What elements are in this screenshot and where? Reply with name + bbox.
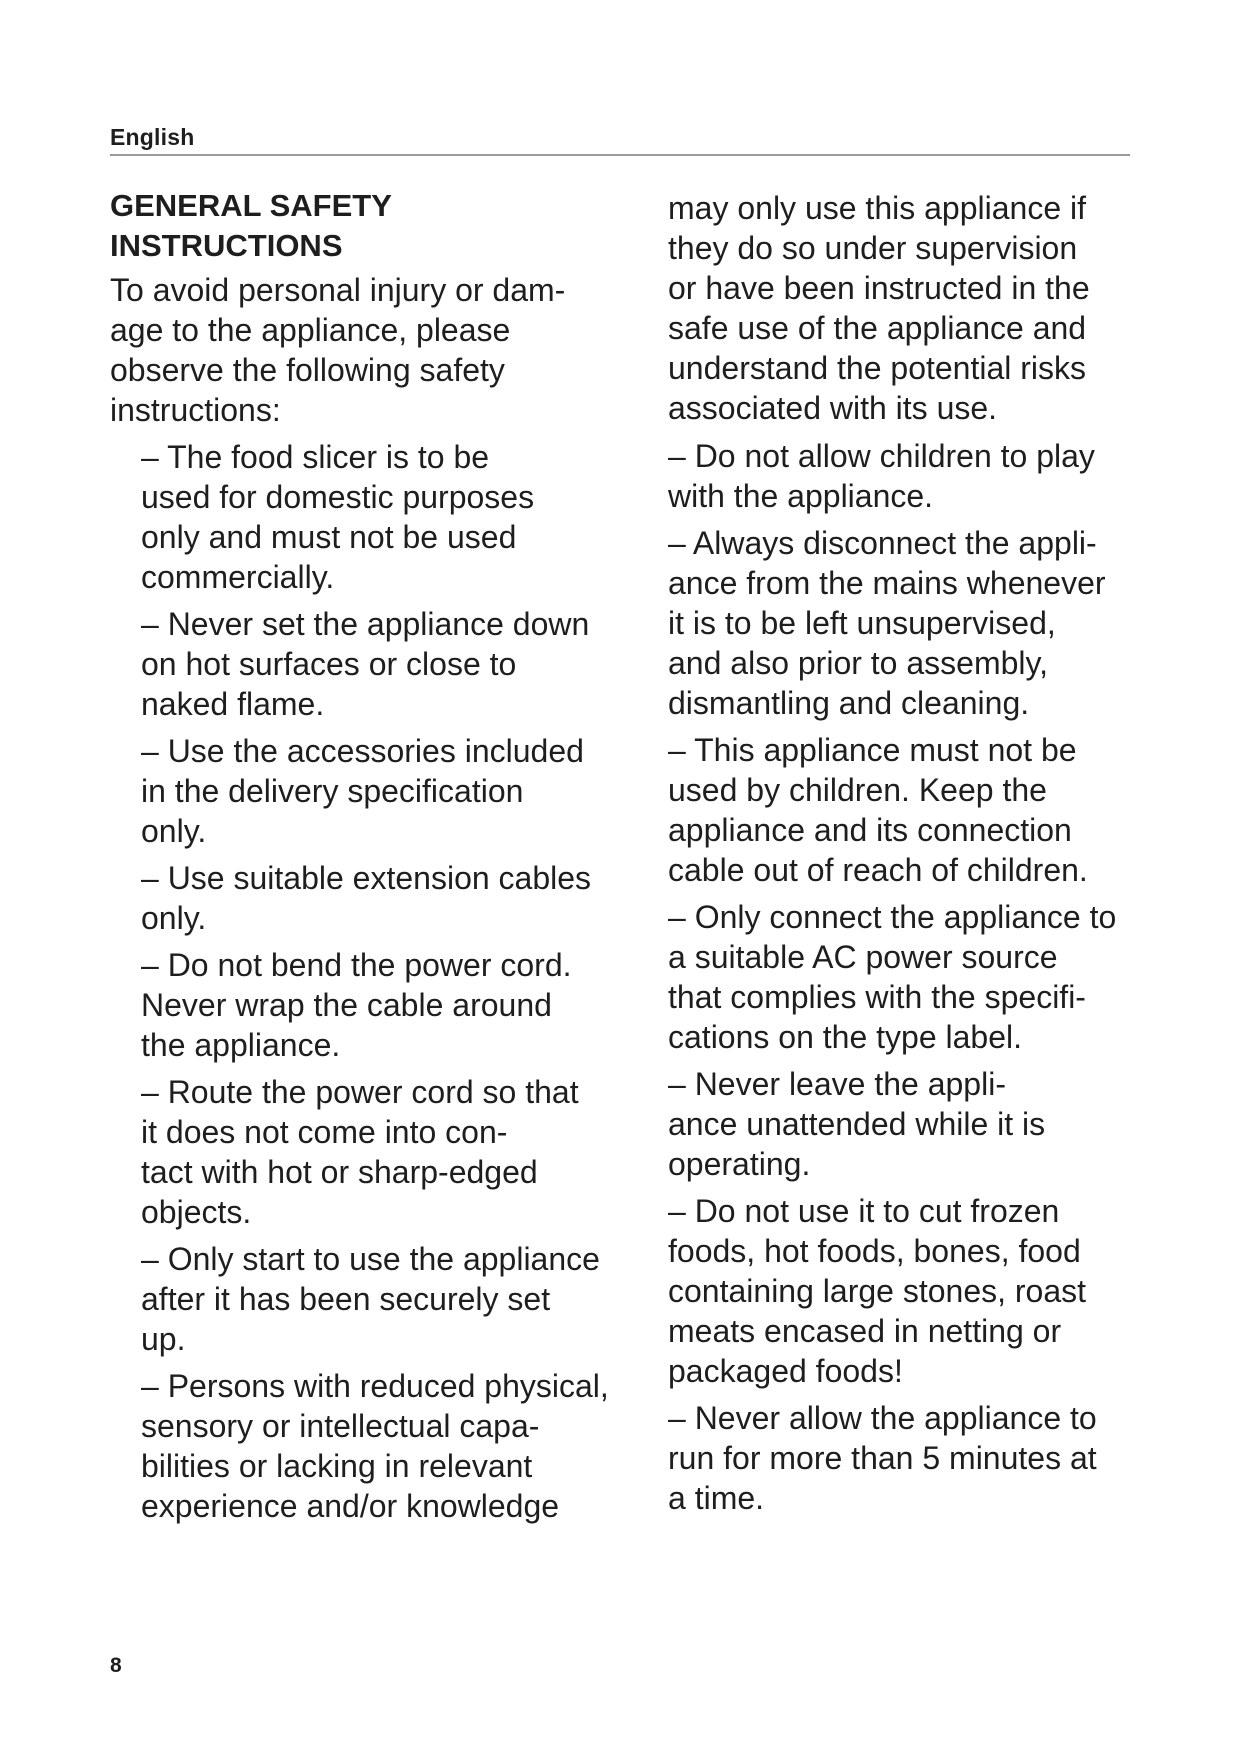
bullet-line: run for more than 5 minutes at [668, 1440, 1097, 1476]
intro-line: instructions: [110, 392, 281, 428]
bullet-line: – Do not use it to cut frozen [668, 1193, 1060, 1229]
left-column [110, 186, 640, 1526]
safety-bullet-item [110, 858, 640, 938]
bullet-line: packaged foods! [668, 1353, 903, 1389]
bullet-line: associated with its use. [668, 390, 998, 426]
bullet-line: – The food slicer is to be [141, 439, 490, 475]
bullet-line: tact with hot or sharp-edged [141, 1154, 538, 1190]
bullet-line: safe use of the appliance and [668, 310, 1087, 346]
safety-bullet-item [110, 731, 640, 851]
safety-bullet-item [668, 1064, 1148, 1184]
bullet-line: after it has been securely set [141, 1281, 551, 1317]
bullet-line: – Always disconnect the appli- [668, 525, 1097, 561]
bullet-line: – Never allow the appliance to [668, 1400, 1097, 1436]
bullet-line: cations on the type label. [668, 1019, 1023, 1055]
bullet-line: bilities or lacking in relevant [141, 1448, 533, 1484]
safety-bullet-item [668, 436, 1148, 516]
safety-bullet-item [110, 1366, 640, 1526]
bullet-line: only. [141, 900, 207, 936]
intro-line: age to the appliance, please [110, 312, 511, 348]
bullet-line: – Use the accessories included [141, 733, 584, 769]
bullet-line: containing large stones, roast [668, 1273, 1087, 1309]
bullet-line: it does not come into con- [141, 1114, 508, 1150]
bullet-line: it is to be left unsupervised, [668, 605, 1056, 641]
safety-bullet-item [110, 604, 640, 724]
bullet-line: – Do not bend the power cord. [141, 947, 572, 983]
bullet-line: – Do not allow children to play [668, 438, 1095, 474]
bullet-line: they do so under supervision [668, 230, 1078, 266]
bullet-line: on hot surfaces or close to [141, 646, 517, 682]
bullet-line: meats encased in netting or [668, 1313, 1062, 1349]
bullet-line: experience and/or knowledge [141, 1488, 560, 1524]
bullet-line: used by children. Keep the [668, 772, 1047, 808]
bullet-line: the appliance. [141, 1027, 341, 1063]
right-column [668, 188, 1148, 1518]
bullet-line: commercially. [141, 559, 335, 595]
safety-bullet-item [668, 1191, 1148, 1391]
bullet-line: appliance and its connection [668, 812, 1072, 848]
bullet-line: up. [141, 1321, 186, 1357]
bullet-line: – Use suitable extension cables [141, 860, 592, 896]
bullet-line: or have been instructed in the [668, 270, 1090, 306]
intro-line: To avoid personal injury or dam- [110, 272, 566, 308]
bullet-line: – Only connect the appliance to [668, 899, 1117, 935]
left-bullet-list [110, 437, 640, 1526]
safety-bullet-item [110, 945, 640, 1065]
page-number: 8 [110, 1654, 122, 1677]
section-title-line: GENERAL SAFETY [110, 188, 392, 223]
safety-bullet-item [668, 730, 1148, 890]
bullet-line: – This appliance must not be [668, 732, 1077, 768]
bullet-line: understand the potential risks [668, 350, 1087, 386]
bullet-line: dismantling and cleaning. [668, 685, 1030, 721]
bullet-line: Never wrap the cable around [141, 987, 552, 1023]
bullet-line: a suitable AC power source [668, 939, 1058, 975]
bullet-line: that complies with the specifi- [668, 979, 1086, 1015]
bullet-line: with the appliance. [668, 478, 934, 514]
bullet-line: and also prior to assembly, [668, 645, 1049, 681]
intro-line: observe the following safety [110, 352, 505, 388]
bullet-line: operating. [668, 1146, 811, 1182]
section-title [110, 186, 640, 266]
safety-bullet-item [110, 1239, 640, 1359]
bullet-line: – Route the power cord so that [141, 1074, 579, 1110]
header-language-label: English [110, 124, 195, 150]
safety-bullet-item [668, 1398, 1148, 1518]
bullet-line: a time. [668, 1480, 765, 1516]
right-bullet-list [668, 436, 1148, 1518]
safety-bullet-item [668, 523, 1148, 723]
bullet-line: in the delivery specification [141, 773, 524, 809]
continued-bullet [668, 188, 1148, 428]
bullet-line: naked flame. [141, 686, 325, 722]
section-title-line: INSTRUCTIONS [110, 228, 343, 263]
bullet-line: – Only start to use the appliance [141, 1241, 600, 1277]
header-divider [110, 154, 1130, 156]
bullet-line: only and must not be used [141, 519, 517, 555]
safety-bullet-item [668, 897, 1148, 1057]
bullet-line: objects. [141, 1194, 252, 1230]
bullet-line: ance unattended while it is [668, 1106, 1046, 1142]
bullet-line: – Persons with reduced physical, [141, 1368, 609, 1404]
bullet-line: sensory or intellectual capa- [141, 1408, 540, 1444]
safety-bullet-item [110, 437, 640, 597]
bullet-line: ance from the mains whenever [668, 565, 1106, 601]
bullet-line: used for domestic purposes [141, 479, 535, 515]
intro-paragraph [110, 270, 640, 430]
bullet-line: may only use this appliance if [668, 190, 1086, 226]
bullet-line: foods, hot foods, bones, food [668, 1233, 1081, 1269]
safety-bullet-item [110, 1072, 640, 1232]
bullet-line: cable out of reach of children. [668, 852, 1088, 888]
bullet-line: only. [141, 813, 207, 849]
bullet-line: – Never set the appliance down [141, 606, 590, 642]
bullet-line: – Never leave the appli- [668, 1066, 1006, 1102]
